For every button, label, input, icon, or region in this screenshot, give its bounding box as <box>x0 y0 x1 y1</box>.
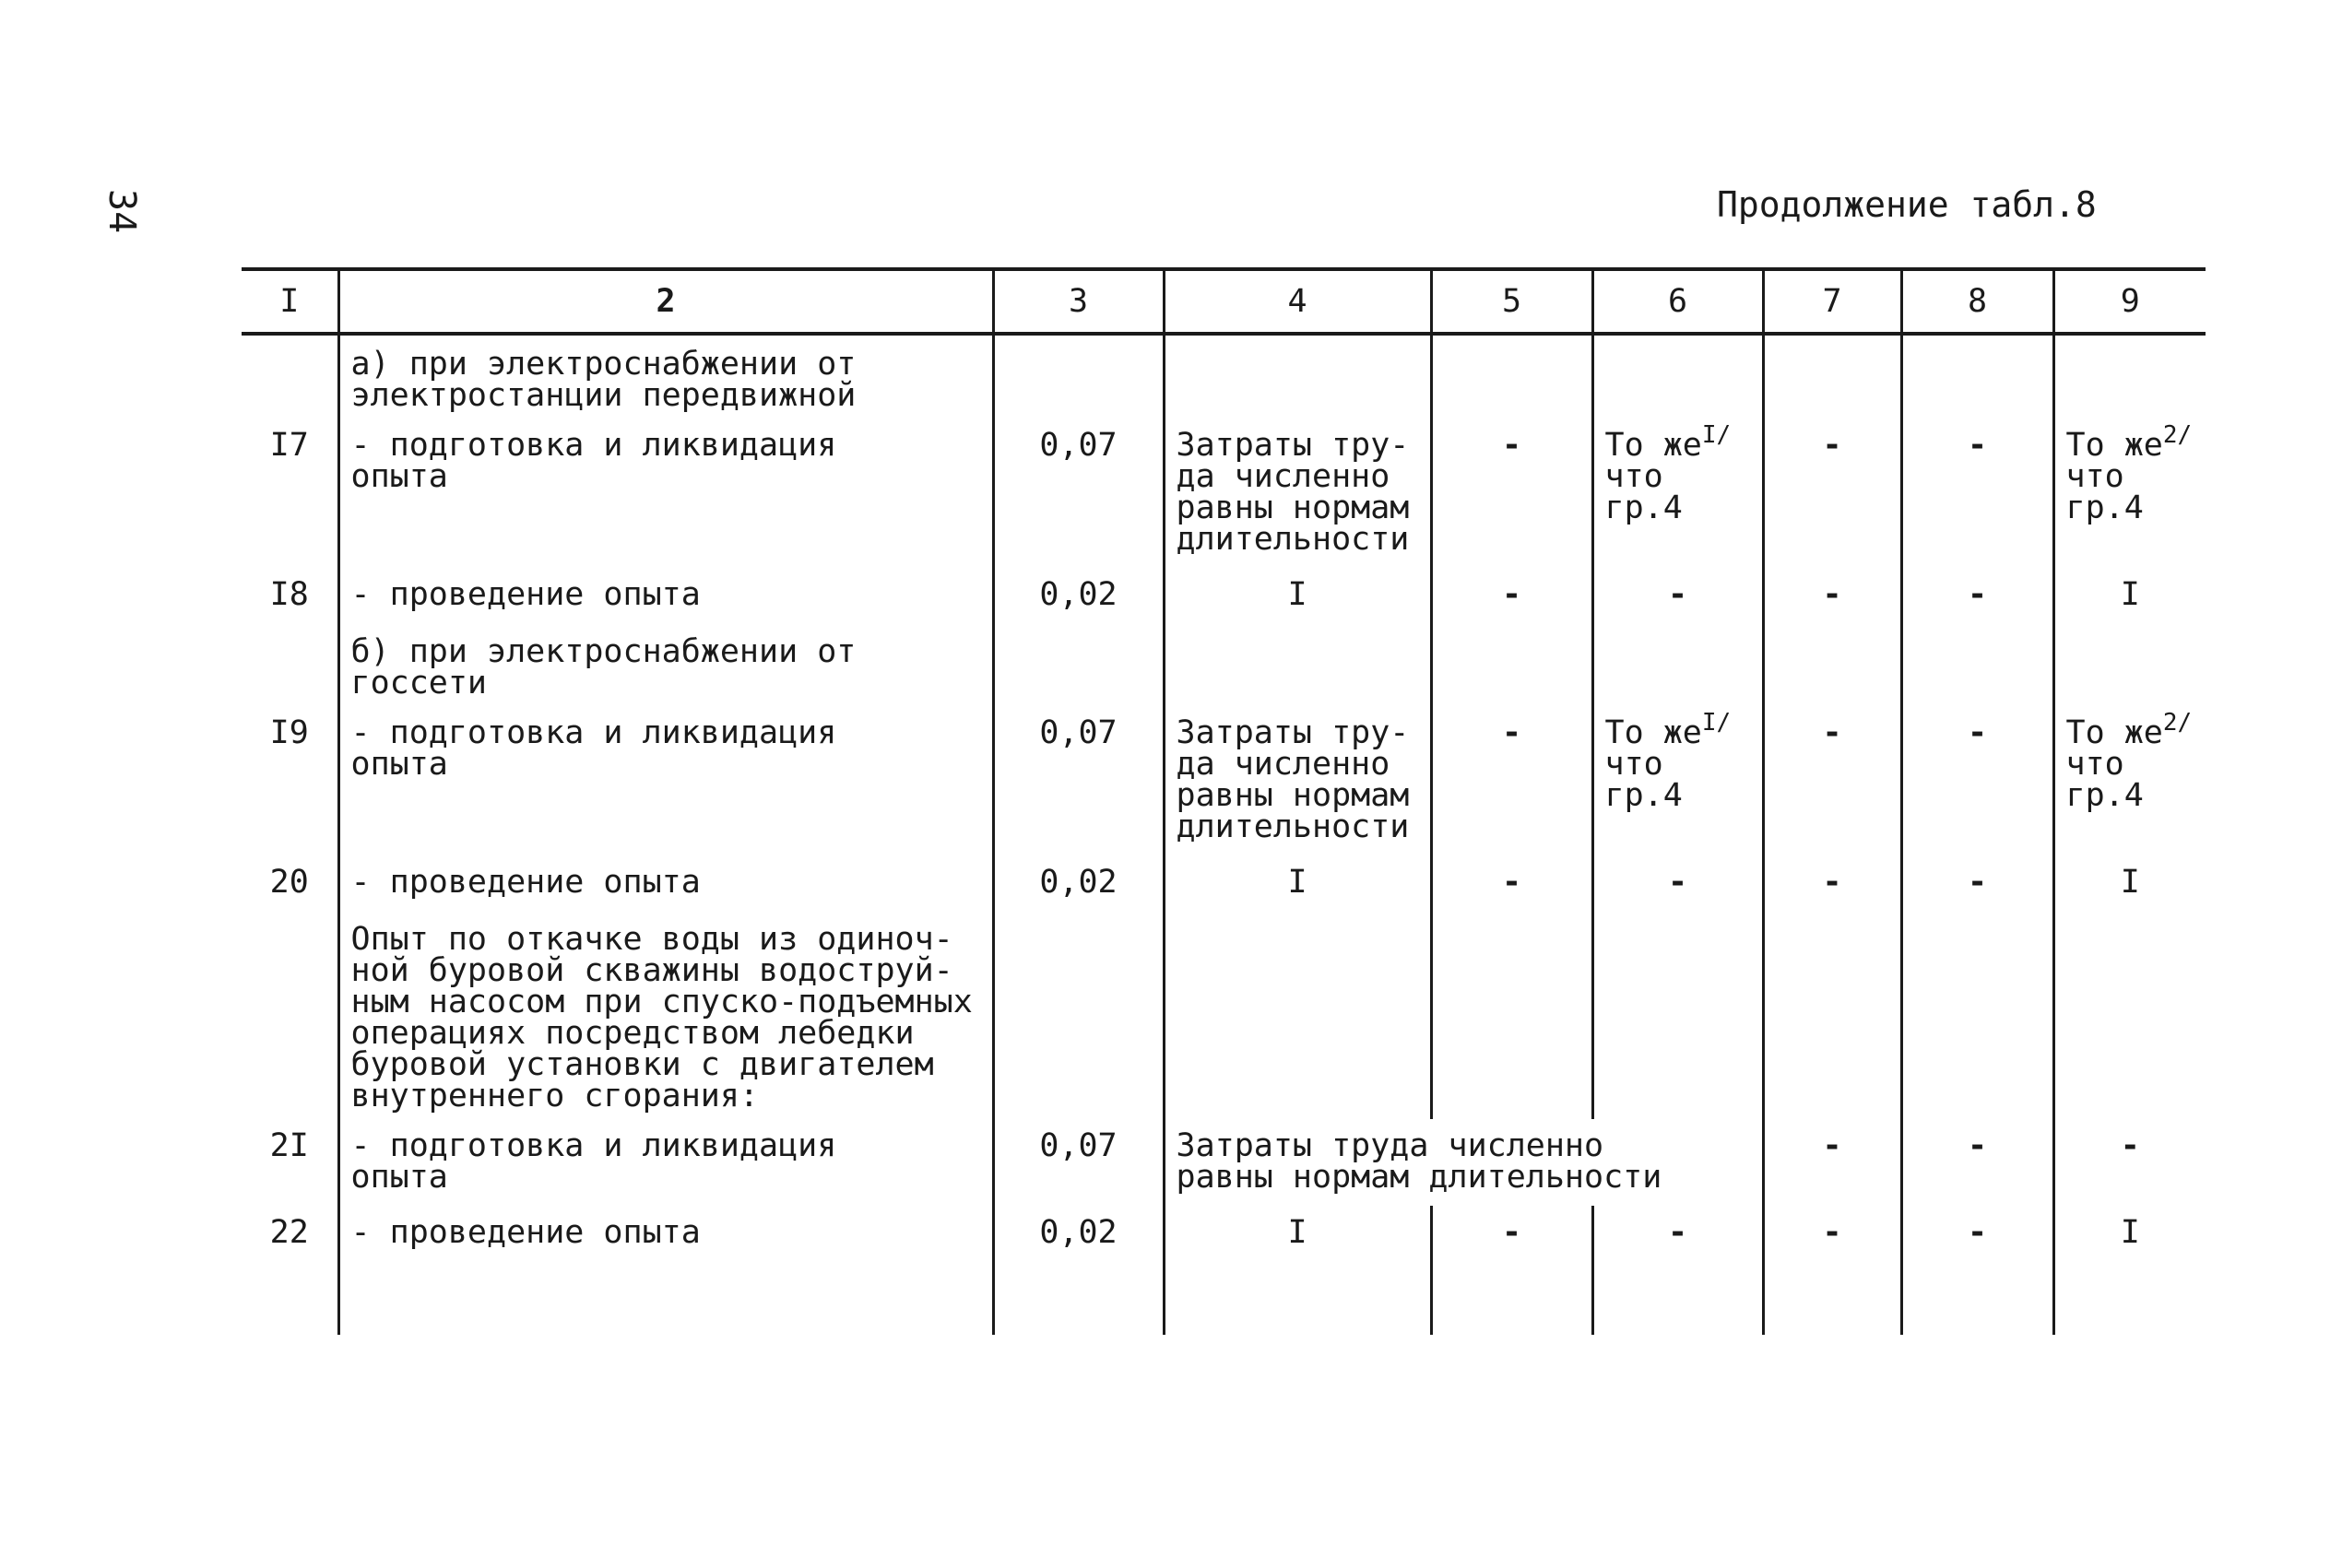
norms-table <box>242 267 2206 1335</box>
table-row-19 <box>242 706 2206 855</box>
row-number: 22 <box>242 1206 338 1261</box>
col6-text-rest: что гр.4 <box>1604 746 1683 814</box>
header-col-2: 2 <box>338 269 993 334</box>
col3-value: 0,07 <box>993 706 1164 855</box>
col7-value: - <box>1763 419 1901 568</box>
col8-value: - <box>1901 419 2053 568</box>
section-row-b <box>242 623 2206 706</box>
row-number: I8 <box>242 568 338 623</box>
col6-value: - <box>1592 1206 1763 1261</box>
col3-value: 0,02 <box>993 568 1164 623</box>
col8-value: - <box>1901 568 2053 623</box>
col3-value: 0,07 <box>993 419 1164 568</box>
col5-value: - <box>1431 855 1592 911</box>
col6-text: То же <box>1604 427 1702 464</box>
col4-value: Затраты тру- да численно равны нормам длительности <box>1164 706 1431 855</box>
col5-value: - <box>1431 568 1592 623</box>
table-caption: Продолжение табл.8 <box>1717 184 2097 225</box>
col3-value: 0,02 <box>993 855 1164 911</box>
table-row-18 <box>242 568 2206 623</box>
col4-6-merged-value: Затраты труда численно равны нормам длительности <box>1164 1119 1763 1206</box>
header-col-7: 7 <box>1763 269 1901 334</box>
footnote-ref: 2/ <box>2162 709 2193 737</box>
col7-value: - <box>1763 568 1901 623</box>
col9-value: I <box>2053 855 2206 911</box>
table-end-spacer <box>242 1261 2206 1335</box>
footnote-ref: I/ <box>1701 709 1732 737</box>
section-row-c <box>242 911 2206 1119</box>
col9-text: То же <box>2065 714 2163 751</box>
row-number: I9 <box>242 706 338 855</box>
col9-text-rest: что гр.4 <box>2065 746 2144 814</box>
col8-value: - <box>1901 855 2053 911</box>
col9-text-rest: что гр.4 <box>2065 458 2144 526</box>
section-row-a <box>242 334 2206 419</box>
operation-description: - проведение опыта <box>338 568 993 623</box>
table-row-22 <box>242 1206 2206 1261</box>
table-row-21 <box>242 1119 2206 1206</box>
section-b-title: б) при электроснабжении от госсети <box>338 623 993 706</box>
col6-value: - <box>1592 568 1763 623</box>
row-number: 20 <box>242 855 338 911</box>
col8-value: - <box>1901 1119 2053 1206</box>
col7-value: - <box>1763 706 1901 855</box>
page-number: 34 <box>101 189 143 234</box>
col9-text: То же <box>2065 427 2163 464</box>
col5-value: - <box>1431 1206 1592 1261</box>
footnote-ref: I/ <box>1701 421 1732 449</box>
header-row <box>242 269 2206 334</box>
table-row-20 <box>242 855 2206 911</box>
col7-value: - <box>1763 1119 1901 1206</box>
row-number: I7 <box>242 419 338 568</box>
col9-value <box>2053 419 2206 568</box>
col7-value: - <box>1763 1206 1901 1261</box>
footnote-ref: 2/ <box>2162 421 2193 449</box>
operation-description: - подготовка и ликвидация опыта <box>338 1119 993 1206</box>
col3-value: 0,02 <box>993 1206 1164 1261</box>
operation-description: - проведение опыта <box>338 855 993 911</box>
col6-value: - <box>1592 855 1763 911</box>
norms-table-container <box>242 267 2206 1410</box>
col5-value: - <box>1431 419 1592 568</box>
header-col-6: 6 <box>1592 269 1763 334</box>
col9-value: - <box>2053 1119 2206 1206</box>
col6-value <box>1592 706 1763 855</box>
section-c-title: Опыт по откачке воды из одиноч- ной буровой скважины водоструй- ным насосом при спуско-подъемных операциях посредством лебедки буровой установки с двигателем внутреннего сгорания: <box>338 911 993 1119</box>
col8-value: - <box>1901 706 2053 855</box>
operation-description: - подготовка и ликвидация опыта <box>338 419 993 568</box>
col6-value <box>1592 419 1763 568</box>
header-col-1: I <box>242 269 338 334</box>
col3-value: 0,07 <box>993 1119 1164 1206</box>
operation-description: - проведение опыта <box>338 1206 993 1261</box>
header-col-4: 4 <box>1164 269 1431 334</box>
table-row-17 <box>242 419 2206 568</box>
col6-text-rest: что гр.4 <box>1604 458 1683 526</box>
header-col-9: 9 <box>2053 269 2206 334</box>
col6-text: То же <box>1604 714 1702 751</box>
col5-value: - <box>1431 706 1592 855</box>
col4-value: Затраты тру- да численно равны нормам длительности <box>1164 419 1431 568</box>
operation-description: - подготовка и ликвидация опыта <box>338 706 993 855</box>
col7-value: - <box>1763 855 1901 911</box>
col8-value: - <box>1901 1206 2053 1261</box>
col9-value: I <box>2053 1206 2206 1261</box>
header-col-8: 8 <box>1901 269 2053 334</box>
col9-value <box>2053 706 2206 855</box>
header-col-5: 5 <box>1431 269 1592 334</box>
header-col-3: 3 <box>993 269 1164 334</box>
row-number: 2I <box>242 1119 338 1206</box>
col4-value: I <box>1164 568 1431 623</box>
col4-value: I <box>1164 855 1431 911</box>
section-a-title: а) при электроснабжении от электростанции передвижной <box>338 334 993 419</box>
col4-value: I <box>1164 1206 1431 1261</box>
col9-value: I <box>2053 568 2206 623</box>
